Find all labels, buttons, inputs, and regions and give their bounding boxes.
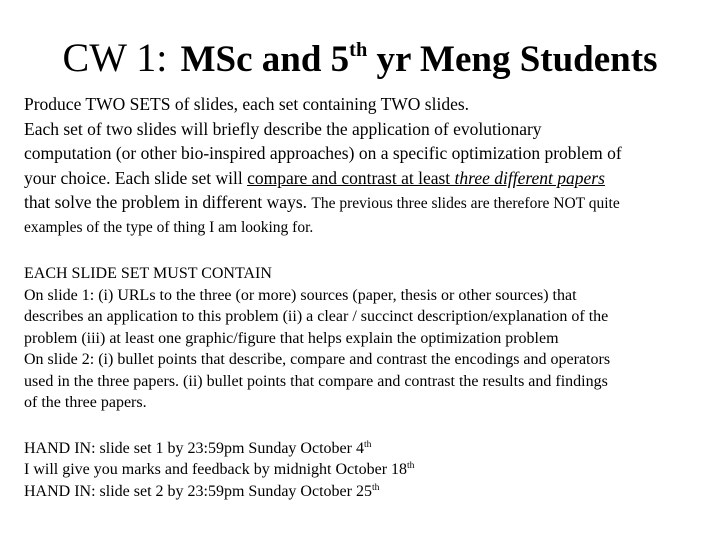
contain-line-3: problem (iii) at least one graphic/figure that helps explain the optimization problem	[24, 329, 559, 347]
handin-line-3	[24, 481, 714, 503]
contain-line-5: used in the three papers. (ii) bullet points that compare and contrast the results and findings	[24, 372, 608, 390]
intro-line-1: Produce TWO SETS of slides, each set containing TWO slides.	[24, 94, 470, 114]
handin-line-1-sup: th	[363, 438, 372, 450]
handin-line-2-sup: th	[407, 459, 415, 471]
handin-line-1-text: HAND IN: slide set 1 by 23:59pm Sunday October 4	[24, 439, 364, 457]
title-audience	[171, 39, 657, 80]
title-rest: yr Meng Students	[367, 39, 658, 80]
contain-line-6: of the three papers.	[24, 394, 147, 411]
intro-underlined: compare and contrast at least	[247, 167, 455, 188]
intro-line-2: Each set of two slides will briefly describe the application of evolutionary	[24, 118, 542, 139]
intro-italic: three different papers	[454, 167, 605, 188]
contain-heading: EACH SLIDE SET MUST CONTAIN	[24, 265, 272, 282]
title-msc: MSc and 5	[180, 39, 350, 80]
title-cw: CW 1:	[62, 35, 168, 80]
intro-line-5-small: The previous three slides are therefore NOT quite	[311, 195, 620, 212]
title-th: th	[349, 38, 368, 61]
handin-line-3-sup: th	[371, 481, 380, 493]
intro-line-4	[24, 166, 714, 191]
intro-line-4-text: your choice. Each slide set will	[24, 167, 248, 188]
contain-line-1: On slide 1: (i) URLs to the three (or more) sources (paper, thesis or other sources) that	[24, 286, 577, 304]
slide-body	[24, 92, 714, 502]
handin-line-2-text: I will give you marks and feedback by midnight October 18	[24, 461, 408, 478]
intro-line-5-text: that solve the problem in different ways.	[24, 192, 312, 212]
handin-line-2	[24, 459, 714, 481]
intro-emphasis	[247, 168, 605, 188]
intro-line-3: computation (or other bio-inspired approaches) on a specific optimization problem of	[24, 143, 622, 163]
intro-line-6: examples of the type of thing I am looking for.	[24, 218, 314, 236]
contain-line-4: On slide 2: (i) bullet points that describe, compare and contrast the encodings and operators	[24, 351, 611, 368]
handin-line-3-text: HAND IN: slide set 2 by 23:59pm Sunday October 25	[24, 482, 372, 500]
intro-line-5	[24, 190, 714, 217]
handin-line-1	[24, 438, 714, 460]
slide-title	[0, 35, 720, 80]
contain-line-2: describes an application to this problem (ii) a clear / succinct description/explanation of the	[24, 308, 609, 325]
